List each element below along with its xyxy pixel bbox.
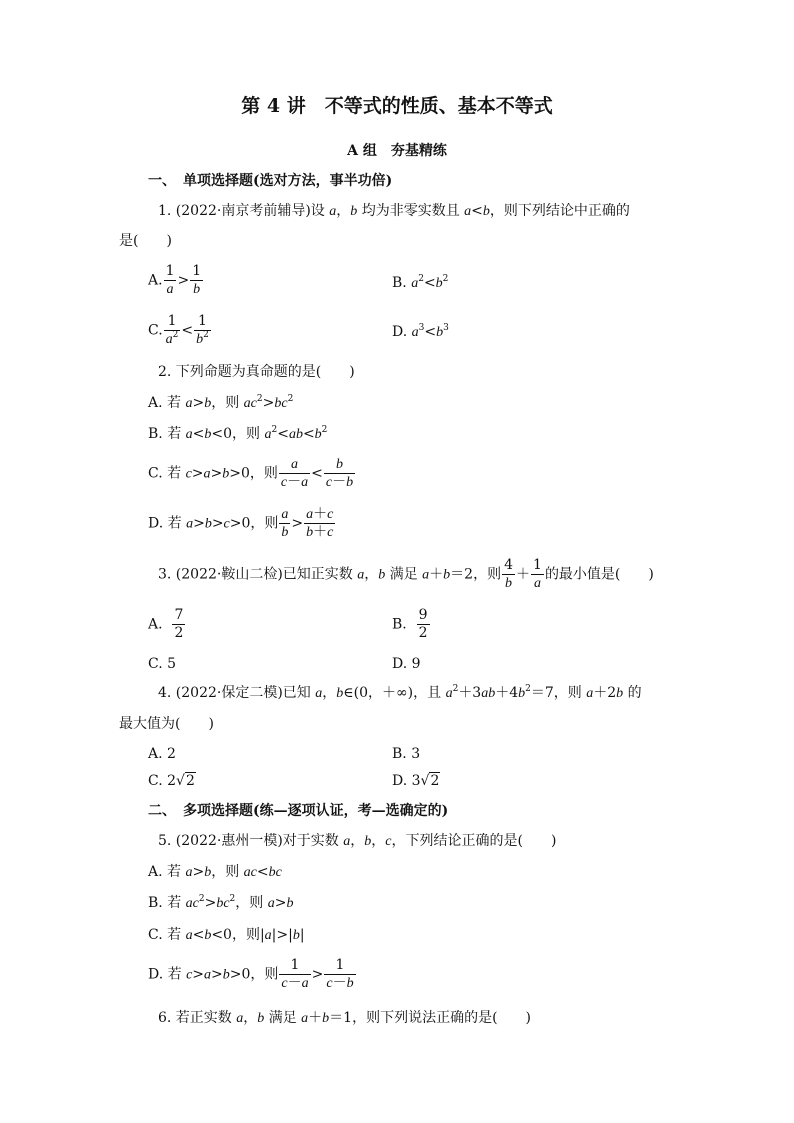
question-5-stem: 5. (2022·惠州一模)对于实数 a，b，c，下列结论正确的是( )	[158, 833, 557, 849]
question-1-stem-cont: 是( )	[119, 233, 172, 249]
question-4-option-a: A. 2	[148, 746, 176, 762]
question-5-option-b: B. 若 $ac^2>bc^2$，则 a>b	[148, 894, 294, 911]
question-4-option-d: D. 3√2	[392, 773, 440, 789]
question-3-option-d: D. 9	[392, 656, 421, 672]
question-3-stem: 3. (2022·鞍山二检)已知正实数 a，b 满足 a＋b＝2，则 $\frac{4}{b}$ ＋ $\frac{1}{a}$ 的最小值是( )	[158, 557, 654, 591]
question-2-option-d: D. 若 a>b>c>0，则 $\frac{a}{b}$ > $\frac{a+c}{b+c}$	[148, 506, 334, 540]
question-1-option-c: C. $\frac{1}{a^2}$ < $\frac{1}{b^2}$	[148, 313, 209, 347]
question-3-option-b: B. $\frac{9}{2}$	[392, 607, 428, 641]
section-group-title: A 组 夯基精练	[347, 143, 447, 159]
question-5-option-c: C. 若 a<b<0，则|a|>|b|	[148, 927, 305, 943]
question-4-option-c: C. 2√2	[148, 773, 195, 789]
question-5-option-a: A. 若 a>b，则 ac<bc	[148, 864, 282, 880]
question-4-option-b: B. 3	[392, 746, 421, 762]
question-2-option-a: A. 若 a>b，则 $ac^2>bc^2$	[148, 394, 294, 411]
question-2-option-c: C. 若 c>a>b>0，则 $\frac{a}{c-a}$ < $\frac{b}{c-b}$	[148, 457, 354, 490]
section-heading-single-choice: 一、 单项选择题(选对方法，事半功倍)	[148, 173, 393, 189]
page-title: 第 4 讲 不等式的性质、基本不等式	[241, 95, 553, 117]
question-4-stem-cont: 最大值为( )	[119, 716, 214, 732]
question-1-option-a: A. $\frac{1}{a}$ > $\frac{1}{b}$	[148, 263, 202, 297]
question-1-option-b: B. $a^2<b^2$	[392, 274, 449, 291]
question-6-stem: 6. 若正实数 a，b 满足 a＋b＝1，则下列说法正确的是( )	[158, 1010, 532, 1026]
question-3-option-a: A. $\frac{7}{2}$	[148, 607, 184, 641]
question-3-option-c: C. 5	[148, 656, 177, 672]
question-2-option-b: B. 若 a<b<0，则 $a^2<ab<b^2$	[148, 425, 328, 442]
question-5-option-d: D. 若 c>a>b>0，则 $\frac{1}{c-a}$ > $\frac{1}{c-b}$	[148, 957, 354, 991]
question-1-stem: 1. (2022·南京考前辅导)设 a，b 均为非零实数且 a<b，则下列结论中正确的	[158, 203, 630, 219]
section-heading-multi-choice: 二、 多项选择题(练—逐项认证，考—选确定的)	[148, 803, 449, 819]
question-1-option-d: D. $a^3<b^3$	[392, 323, 449, 340]
question-4-stem: 4. (2022·保定二模)已知 a，b∈(0，＋∞)，且 $a^2+3ab+4b^2=7$，则 a＋2b 的	[158, 684, 642, 701]
question-2-stem: 2. 下列命题为真命题的是( )	[158, 364, 355, 380]
